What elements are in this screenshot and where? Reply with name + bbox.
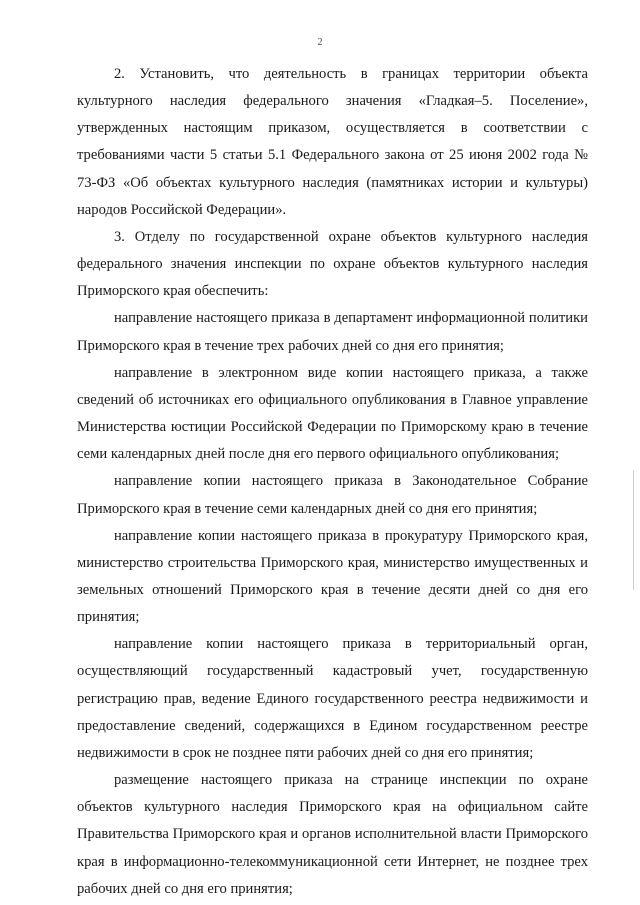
document-body	[77, 61, 588, 903]
paragraph-item-3: 3. Отделу по государственной охране объектов культурного наследия федерального значения инспекции по охране объектов культурного наследия Приморского края обеспечить:	[77, 228, 588, 300]
paragraph-subitem: размещение настоящего приказа на странице инспекции по охране объектов культурного наследия Приморского края на официальном сайте Правительства Приморского края и органов исполнительной власти Приморского края в информационно-телекоммуникационной сети Интернет, не позднее трех рабочих дней со дня его принятия;	[77, 772, 588, 897]
paragraph-subitem: направление настоящего приказа в департамент информационной политики Приморского края в течение трех рабочих дней со дня его принятия;	[77, 310, 588, 354]
scan-edge-mark	[633, 470, 634, 590]
paragraph-subitem: направление копии настоящего приказа в прокуратуру Приморского края, министерство строительства Приморского края, министерство имущественных и земельных отношений Приморского края в течение десяти дней со дня его принятия;	[77, 527, 588, 626]
paragraph-subitem: направление в электронном виде копии настоящего приказа, а также сведений об источниках его официального опубликования в Главное управление Министерства юстиции Российской Федерации по Приморскому краю в течение семи календарных дней после дня его первого официального опубликования;	[77, 364, 588, 463]
paragraph-subitem: направление копии настоящего приказа в Законодательное Собрание Приморского края в течение семи календарных дней со дня его принятия;	[77, 473, 588, 517]
page-number: 2	[317, 37, 323, 48]
paragraph-subitem: направление копии настоящего приказа в территориальный орган, осуществляющий государственный кадастровый учет, государственную регистрацию прав, ведение Единого государственного реестра недвижимости и предоставление сведений, содержащихся в Едином государственном реестре недвижимости в срок не позднее пяти рабочих дней со дня его принятия;	[77, 636, 588, 761]
paragraph-item-2: 2. Установить, что деятельность в границах территории объекта культурного наследия федерального значения «Гладкая–5. Поселение», утвержденных настоящим приказом, осуществляется в соответствии с требованиями части 5 статьи 5.1 Федерального закона от 25 июня 2002 года № 73-ФЗ «Об объектах культурного наследия (памятниках истории и культуры) народов Российской Федерации».	[77, 66, 588, 218]
